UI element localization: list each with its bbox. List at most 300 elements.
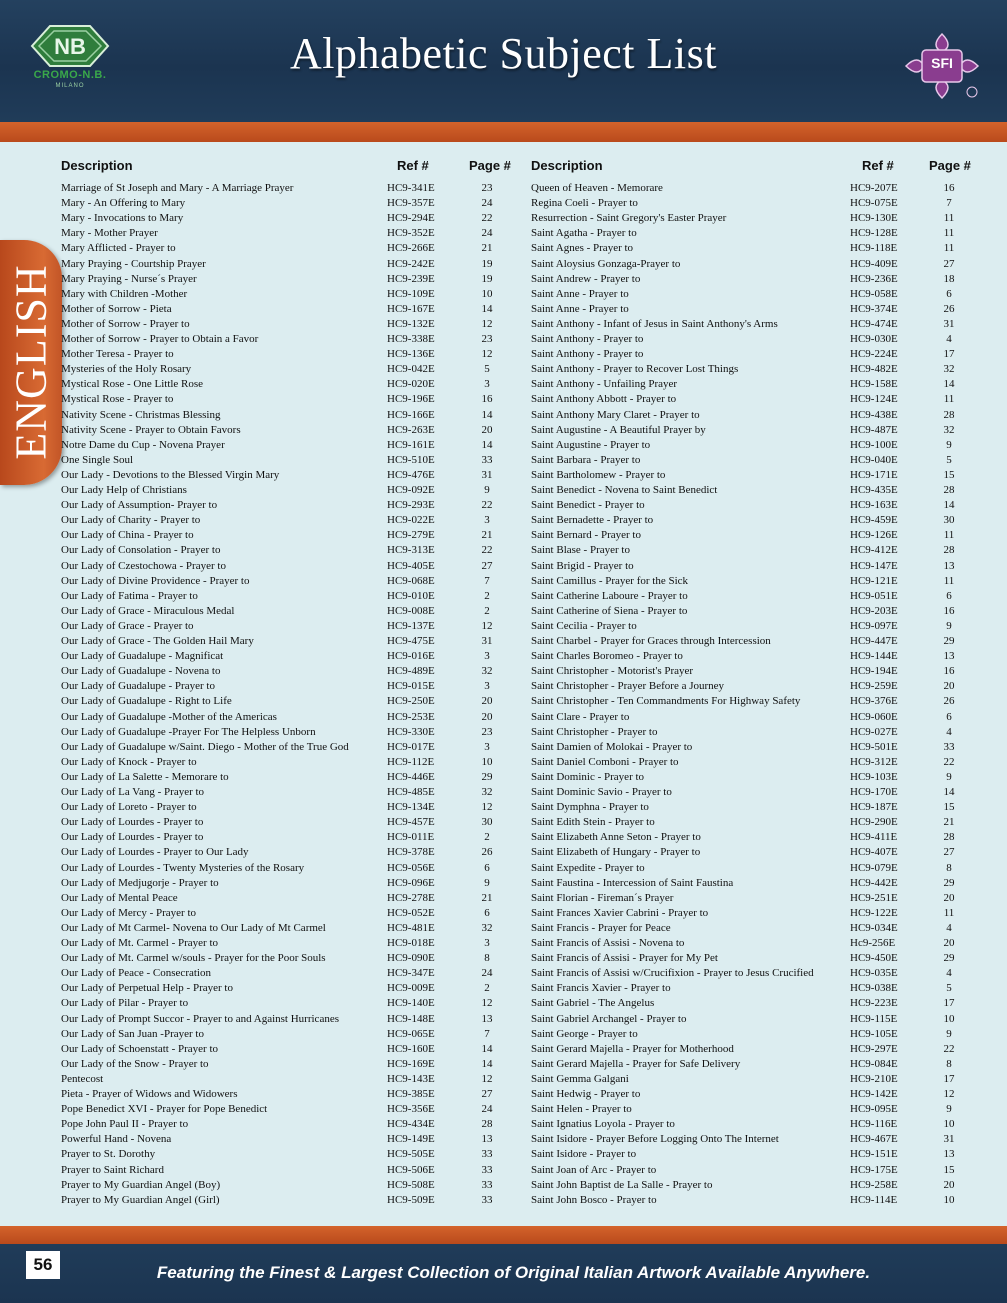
entry-ref: HC9-136E: [387, 348, 435, 361]
entry-page: 27: [943, 257, 955, 270]
entry-ref: HC9-130E: [850, 212, 898, 225]
entry-ref: HC9-058E: [850, 287, 898, 300]
entry-description: Nativity Scene - Christmas Blessing: [61, 408, 221, 421]
entry-description: Our Lady of Assumption- Prayer to: [61, 499, 218, 512]
entry-page: 32: [481, 786, 493, 798]
entry-description: Mary Praying - Courtship Prayer: [61, 257, 206, 270]
entry-ref: HC9-224E: [850, 348, 898, 361]
entry-page: 14: [481, 1042, 493, 1055]
entry-ref: HC9-116E: [850, 1118, 898, 1131]
entry-page: 14: [481, 302, 493, 315]
entry-description: Prayer to St. Dorothy: [61, 1148, 156, 1161]
entry-description: Our Lady of Peace - Consecration: [61, 967, 211, 980]
entry-description: Saint Aloysius Gonzaga-Prayer to: [531, 257, 681, 270]
entry-description: Saint Daniel Comboni - Prayer to: [531, 755, 679, 768]
left-ref-header: Ref #: [397, 158, 429, 173]
language-tab: [0, 240, 62, 485]
entry-page: 4: [946, 921, 952, 934]
entry-page: 2: [484, 604, 490, 617]
entry-page: 33: [481, 453, 493, 466]
entry-ref: HC9-016E: [387, 650, 435, 663]
entry-page: 6: [484, 861, 490, 874]
entry-description: Our Lady of Charity - Prayer to: [61, 514, 201, 527]
entry-description: Our Lady of Grace - Miraculous Medal: [61, 604, 235, 617]
entry-page: 21: [943, 816, 955, 829]
entry-description: Our Lady of Lourdes - Twenty Mysteries of the Rosary: [61, 861, 305, 874]
entry-ref: HC9-385E: [387, 1088, 435, 1100]
entry-page: 2: [484, 831, 490, 844]
entry-description: Saint Gabriel - The Angelus: [531, 997, 655, 1010]
entry-ref: HC9-407E: [850, 846, 898, 859]
entry-description: Our Lady of Guadalupe -Prayer For The Helpless Unborn: [61, 725, 316, 738]
entry-page: 12: [481, 619, 493, 632]
entry-ref: HC9-239E: [387, 272, 435, 285]
entry-ref: HC9-338E: [387, 333, 435, 345]
entry-ref: HC9-147E: [850, 559, 898, 572]
entry-page: 14: [943, 786, 955, 798]
entry-page: 4: [946, 967, 952, 980]
entry-description: Prayer to My Guardian Angel (Girl): [61, 1193, 220, 1206]
entry-description: Saint Helen - Prayer to: [531, 1103, 632, 1116]
entry-page: 12: [481, 997, 493, 1010]
entry-ref: HC9-467E: [850, 1133, 898, 1146]
entry-description: Saint Joan of Arc - Prayer to: [531, 1163, 657, 1176]
entry-ref: HC9-038E: [850, 982, 898, 995]
entry-ref: HC9-446E: [387, 770, 435, 783]
entry-description: Our Lady of San Juan -Prayer to: [61, 1027, 204, 1040]
entry-description: Notre Dame du Cup - Novena Prayer: [61, 438, 225, 451]
entry-ref: HC9-137E: [387, 619, 435, 632]
entry-ref: HC9-476E: [387, 468, 435, 481]
entry-description: Saint Gerard Majella - Prayer for Safe Delivery: [531, 1057, 741, 1070]
entry-page: 9: [484, 484, 490, 496]
entry-page: 28: [943, 544, 955, 557]
entry-description: Our Lady of the Snow - Prayer to: [61, 1057, 209, 1070]
entry-page: 6: [946, 287, 952, 300]
entry-page: 11: [943, 906, 955, 919]
entry-ref: HC9-374E: [850, 302, 898, 315]
entry-description: Saint Benedict - Prayer to: [531, 499, 645, 512]
entry-page: 22: [943, 1042, 955, 1055]
right-description-header: Description: [531, 158, 603, 173]
entry-ref: HC9-171E: [850, 468, 898, 481]
entry-ref: HC9-115E: [850, 1012, 898, 1025]
entry-description: Our Lady of Knock - Prayer to: [61, 755, 197, 768]
entry-ref: HC9-341E: [387, 182, 435, 194]
entry-ref: HC9-020E: [387, 378, 435, 391]
entry-description: Our Lady of Czestochowa - Prayer to: [61, 559, 226, 572]
entry-page: 32: [943, 363, 955, 376]
entry-description: Resurrection - Saint Gregory's Easter Prayer: [531, 212, 727, 225]
entry-ref: HC9-052E: [387, 906, 435, 919]
entry-description: Saint Anne - Prayer to: [531, 302, 629, 315]
entry-ref: HC9-169E: [387, 1057, 435, 1070]
entry-description: Prayer to My Guardian Angel (Boy): [61, 1178, 221, 1191]
entry-description: Our Lady of La Salette - Memorare to: [61, 770, 229, 783]
entry-description: Mother of Sorrow - Prayer to: [61, 317, 190, 330]
entry-ref: HC9-485E: [387, 786, 435, 798]
entry-description: Saint Bartholomew - Prayer to: [531, 468, 666, 481]
entry-ref: HC9-134E: [387, 801, 435, 814]
entry-page: 23: [481, 182, 493, 194]
entry-description: Our Lady of Mt. Carmel - Prayer to: [61, 937, 219, 949]
entry-page: 20: [481, 710, 493, 723]
entry-page: 31: [943, 1133, 955, 1146]
entry-description: Saint Gerard Majella - Prayer for Motherhood: [531, 1042, 734, 1055]
entry-description: Saint Dymphna - Prayer to: [531, 801, 649, 814]
entry-description: Saint Barbara - Prayer to: [531, 453, 641, 466]
entry-page: 4: [946, 725, 952, 738]
entry-ref: HC9-096E: [387, 876, 435, 889]
entry-page: 23: [481, 725, 493, 738]
entry-description: Saint John Baptist de La Salle - Prayer to: [531, 1178, 713, 1191]
entry-page: 26: [943, 302, 955, 315]
entry-page: 29: [943, 635, 955, 647]
entry-ref: HC9-095E: [850, 1103, 898, 1116]
entry-page: 13: [943, 1148, 955, 1161]
entry-description: Mystical Rose - Prayer to: [61, 393, 174, 406]
entry-ref: HC9-068E: [387, 574, 435, 587]
entry-page: 7: [484, 574, 490, 587]
entry-description: Nativity Scene - Prayer to Obtain Favors: [61, 423, 241, 436]
entry-ref: HC9-293E: [387, 499, 435, 512]
entry-description: Mary - An Offering to Mary: [61, 197, 186, 210]
entry-ref: HC9-090E: [387, 952, 435, 965]
entry-page: 6: [946, 589, 952, 602]
entry-page: 3: [484, 937, 490, 949]
entry-ref: HC9-084E: [850, 1057, 898, 1070]
entry-description: Saint Faustina - Intercession of Saint Faustina: [531, 876, 734, 889]
entry-ref: HC9-203E: [850, 604, 898, 617]
entry-page: 13: [943, 650, 955, 663]
entry-page: 6: [484, 906, 490, 919]
entry-ref: HC9-223E: [850, 997, 898, 1010]
entry-page: 31: [481, 468, 493, 481]
entry-ref: HC9-015E: [387, 680, 435, 693]
entry-description: Saint Agnes - Prayer to: [531, 242, 634, 255]
entry-ref: HC9-142E: [850, 1088, 898, 1100]
entry-description: Mysteries of the Holy Rosary: [61, 363, 192, 376]
entry-ref: HC9-100E: [850, 438, 898, 451]
entry-page: 23: [481, 333, 493, 345]
entry-page: 31: [481, 635, 493, 647]
entry-description: Pope Benedict XVI - Prayer for Pope Benedict: [61, 1103, 268, 1116]
entry-page: 3: [484, 650, 490, 663]
entry-ref: HC9-506E: [387, 1163, 435, 1176]
entry-description: Saint Elizabeth of Hungary - Prayer to: [531, 846, 701, 859]
entry-ref: HC9-196E: [387, 393, 435, 406]
entry-ref: HC9-312E: [850, 755, 898, 768]
entry-description: Saint Anthony Abbott - Prayer to: [531, 393, 677, 406]
entry-description: Saint Florian - Fireman´s Prayer: [531, 891, 674, 904]
entry-description: Saint Francis of Assisi - Novena to: [531, 937, 685, 949]
entry-ref: HC9-194E: [850, 665, 898, 678]
entry-description: Saint Charbel - Prayer for Graces through Intercession: [531, 635, 771, 647]
entry-description: Saint Gemma Galgani: [531, 1072, 629, 1085]
entry-ref: HC9-148E: [387, 1012, 435, 1025]
entry-description: Saint Dominic Savio - Prayer to: [531, 786, 672, 798]
entry-page: 11: [943, 393, 955, 406]
entry-description: Saint Francis - Prayer for Peace: [531, 921, 671, 934]
entry-page: 20: [943, 891, 955, 904]
page-title: Alphabetic Subject List: [290, 29, 717, 78]
entry-ref: HC9-505E: [387, 1148, 435, 1161]
entry-ref: HC9-122E: [850, 906, 898, 919]
entry-page: 9: [946, 619, 952, 632]
entry-description: Mary - Invocations to Mary: [61, 212, 184, 225]
entry-description: Our Lady of Lourdes - Prayer to Our Lady: [61, 846, 249, 859]
entry-description: Saint Anthony - Unfailing Prayer: [531, 378, 678, 391]
entry-page: 20: [481, 423, 493, 436]
entry-page: 9: [946, 438, 952, 451]
entry-ref: HC9-121E: [850, 574, 898, 587]
entry-page: 14: [481, 438, 493, 451]
entry-page: 33: [481, 1148, 493, 1161]
entry-page: 20: [943, 680, 955, 693]
entry-description: Saint Francis Xavier - Prayer to: [531, 982, 671, 995]
entry-page: 17: [943, 997, 955, 1010]
entry-description: Saint Ignatius Loyola - Prayer to: [531, 1118, 675, 1131]
entry-description: Pentecost: [61, 1072, 104, 1085]
entry-page: 33: [481, 1193, 493, 1206]
entry-ref: HC9-132E: [387, 317, 435, 330]
entry-ref: HC9-297E: [850, 1042, 898, 1055]
entry-ref: HC9-018E: [387, 937, 435, 949]
cromo-nb-city: MILANO: [55, 83, 85, 89]
entry-description: Saint Bernadette - Prayer to: [531, 514, 654, 527]
entry-description: Mary Afflicted - Prayer to: [61, 242, 176, 255]
entry-page: 7: [484, 1027, 490, 1040]
footer-divider: [0, 1226, 1007, 1244]
entry-ref: HC9-242E: [387, 257, 435, 270]
entry-page: 27: [481, 559, 493, 572]
entry-description: Saint Clare - Prayer to: [531, 710, 630, 723]
entry-page: 28: [943, 484, 955, 496]
entry-description: Mother of Sorrow - Prayer to Obtain a Favor: [61, 333, 259, 345]
entry-ref: HC9-126E: [850, 529, 898, 542]
entry-page: 26: [943, 695, 955, 708]
entry-ref: HC9-279E: [387, 529, 435, 542]
entry-description: Saint Catherine Laboure - Prayer to: [531, 589, 688, 602]
entry-page: 10: [943, 1118, 955, 1131]
entry-page: 13: [943, 559, 955, 572]
entry-ref: HC9-158E: [850, 378, 898, 391]
entry-page: 5: [946, 982, 952, 995]
language-tab-label: ENGLISH: [6, 264, 56, 460]
entry-ref: HC9-035E: [850, 967, 898, 980]
entry-ref: HC9-040E: [850, 453, 898, 466]
entry-description: Saint Anthony Mary Claret - Prayer to: [531, 408, 700, 421]
entry-description: Saint Damien of Molokai - Prayer to: [531, 740, 693, 753]
entry-description: Saint Christopher - Motorist's Prayer: [531, 665, 694, 678]
entry-ref: HC9-266E: [387, 242, 435, 255]
entry-page: 26: [481, 846, 493, 859]
entry-ref: HC9-170E: [850, 786, 898, 798]
entry-ref: HC9-118E: [850, 242, 898, 255]
entry-ref: HC9-438E: [850, 408, 898, 421]
entry-page: 30: [481, 816, 493, 829]
entry-page: 10: [943, 1012, 955, 1025]
entry-page: 11: [943, 227, 955, 240]
entry-ref: HC9-022E: [387, 514, 435, 527]
entry-page: 18: [943, 272, 955, 285]
entry-page: 32: [481, 665, 493, 678]
entry-page: 13: [481, 1133, 493, 1146]
entry-page: 29: [943, 876, 955, 889]
entry-ref: HC9-140E: [387, 997, 435, 1010]
entry-description: Our Lady of Grace - The Golden Hail Mary: [61, 635, 254, 647]
entry-ref: HC9-352E: [387, 227, 435, 240]
entry-page: 32: [943, 423, 955, 436]
entry-description: Saint Christopher - Prayer to: [531, 725, 658, 738]
entry-ref: HC9-042E: [387, 363, 435, 376]
entry-ref: HC9-075E: [850, 197, 898, 210]
entry-ref: HC9-124E: [850, 393, 898, 406]
entry-description: Our Lady of Guadalupe - Magnificat: [61, 650, 224, 663]
entry-ref: HC9-114E: [850, 1193, 898, 1206]
entry-description: Our Lady of Guadalupe w/Saint. Diego - Mother of the True God: [61, 740, 349, 753]
entry-ref: HC9-278E: [387, 891, 435, 904]
entry-page: 4: [946, 333, 952, 345]
entry-page: 10: [481, 287, 493, 300]
entry-description: Saint Isidore - Prayer Before Logging Onto The Internet: [531, 1133, 779, 1146]
entry-page: 28: [943, 831, 955, 844]
entry-ref: HC9-151E: [850, 1148, 898, 1161]
entry-description: Saint Charles Boromeo - Prayer to: [531, 650, 683, 663]
entry-description: Saint Francis of Assisi - Prayer for My Pet: [531, 952, 718, 965]
entry-page: 11: [943, 242, 955, 255]
right-page-header: Page #: [929, 158, 971, 173]
entry-ref: HC9-008E: [387, 604, 435, 617]
entry-ref: HC9-251E: [850, 891, 898, 904]
entry-page: 29: [481, 770, 493, 783]
entry-ref: HC9-160E: [387, 1042, 435, 1055]
entry-ref: HC9-210E: [850, 1072, 898, 1085]
entry-ref: HC9-450E: [850, 952, 898, 965]
entry-description: Mary Praying - Nurse´s Prayer: [61, 272, 197, 285]
entry-page: 14: [943, 499, 955, 512]
entry-page: 3: [484, 378, 490, 391]
entry-ref: HC9-027E: [850, 725, 898, 738]
entry-ref: HC9-097E: [850, 619, 898, 632]
entry-page: 29: [943, 952, 955, 965]
entry-description: Powerful Hand - Novena: [61, 1133, 172, 1146]
entry-ref: HC9-011E: [387, 831, 435, 844]
entry-description: Our Lady of Grace - Prayer to: [61, 619, 194, 632]
entry-ref: HC9-313E: [387, 544, 435, 557]
entry-page: 27: [481, 1088, 493, 1100]
entry-description: Our Lady of Medjugorje - Prayer to: [61, 876, 219, 889]
entry-description: Our Lady of Divine Providence - Prayer to: [61, 574, 250, 587]
entry-ref: HC9-405E: [387, 559, 435, 572]
entry-page: 17: [943, 1072, 955, 1085]
entry-page: 27: [943, 846, 955, 859]
entry-page: 14: [481, 408, 493, 421]
entry-ref: HC9-489E: [387, 665, 435, 678]
entry-page: 16: [943, 604, 955, 617]
entry-page: 12: [481, 801, 493, 814]
entry-description: Saint Catherine of Siena - Prayer to: [531, 604, 688, 617]
entry-page: 7: [946, 197, 952, 210]
entry-ref: HC9-161E: [387, 438, 435, 451]
entry-ref: HC9-103E: [850, 770, 898, 783]
entry-ref: HC9-187E: [850, 801, 898, 814]
entry-description: Our Lady of Guadalupe -Mother of the Americas: [61, 710, 277, 723]
entry-description: Pope John Paul II - Prayer to: [61, 1118, 189, 1131]
entry-description: Saint Edith Stein - Prayer to: [531, 816, 655, 829]
entry-description: Saint Expedite - Prayer to: [531, 861, 645, 874]
entry-description: Our Lady of Mt Carmel- Novena to Our Lady of Mt Carmel: [61, 921, 326, 934]
right-ref-header: Ref #: [862, 158, 894, 173]
entry-page: 12: [481, 348, 493, 361]
entry-description: Our Lady of Loreto - Prayer to: [61, 801, 197, 814]
entry-description: Saint Brigid - Prayer to: [531, 559, 634, 572]
entry-page: 9: [484, 876, 490, 889]
entry-page: 8: [484, 952, 490, 965]
entry-description: Saint Anthony - Prayer to Recover Lost Things: [531, 363, 739, 376]
entry-ref: HC9-109E: [387, 287, 435, 300]
entry-ref: HC9-163E: [850, 499, 898, 512]
entry-page: 19: [481, 257, 493, 270]
entry-ref: HC9-330E: [387, 725, 435, 738]
entry-ref: HC9-501E: [850, 740, 898, 753]
entry-page: 21: [481, 529, 493, 542]
entry-page: 12: [481, 1072, 493, 1085]
entry-page: 20: [481, 695, 493, 708]
entry-ref: HC9-065E: [387, 1027, 435, 1040]
entry-ref: HC9-347E: [387, 967, 435, 980]
cromo-nb-wordmark: CROMO-N.B.: [33, 69, 107, 81]
entry-page: 11: [943, 212, 955, 225]
entry-page: 24: [481, 197, 493, 210]
svg-text:NB: NB: [54, 34, 86, 59]
entry-page: 15: [943, 1163, 955, 1176]
entry-page: 33: [481, 1163, 493, 1176]
entry-page: 28: [943, 408, 955, 421]
entry-ref: HC9-144E: [850, 650, 898, 663]
entry-description: Our Lady of Guadalupe - Prayer to: [61, 680, 215, 693]
entry-ref: HC9-357E: [387, 197, 435, 210]
entry-page: 24: [481, 967, 493, 980]
entry-ref: HC9-143E: [387, 1072, 435, 1085]
entry-page: 33: [481, 1178, 493, 1191]
entry-ref: HC9-482E: [850, 363, 898, 376]
entry-page: 11: [943, 529, 955, 542]
entry-page: 24: [481, 1103, 493, 1116]
entry-page: 5: [484, 363, 490, 376]
entry-page: 16: [481, 393, 493, 406]
entry-description: Saint Benedict - Novena to Saint Benedict: [531, 484, 718, 496]
entry-ref: HC9-236E: [850, 272, 898, 285]
entry-ref: HC9-409E: [850, 257, 898, 270]
entry-description: Prayer to Saint Richard: [61, 1163, 164, 1176]
entry-description: Our Lady of La Vang - Prayer to: [61, 786, 205, 798]
entry-page: 28: [481, 1118, 493, 1131]
entry-description: Pieta - Prayer of Widows and Widowers: [61, 1088, 238, 1100]
entry-description: Our Lady of Guadalupe - Novena to: [61, 665, 221, 678]
entry-description: Our Lady of Consolation - Prayer to: [61, 544, 221, 557]
entry-ref: HC9-481E: [387, 921, 435, 934]
entry-ref: HC9-149E: [387, 1133, 435, 1146]
entry-description: Saint Anthony - Prayer to: [531, 333, 644, 345]
entry-ref: HC9-017E: [387, 740, 435, 753]
entry-ref: HC9-447E: [850, 635, 898, 647]
entry-description: Our Lady of Guadalupe - Right to Life: [61, 695, 232, 708]
entry-page: 8: [946, 1057, 952, 1070]
entry-description: Saint Gabriel Archangel - Prayer to: [531, 1012, 687, 1025]
entry-ref: HC9-474E: [850, 317, 898, 330]
entry-page: 12: [943, 1088, 955, 1100]
